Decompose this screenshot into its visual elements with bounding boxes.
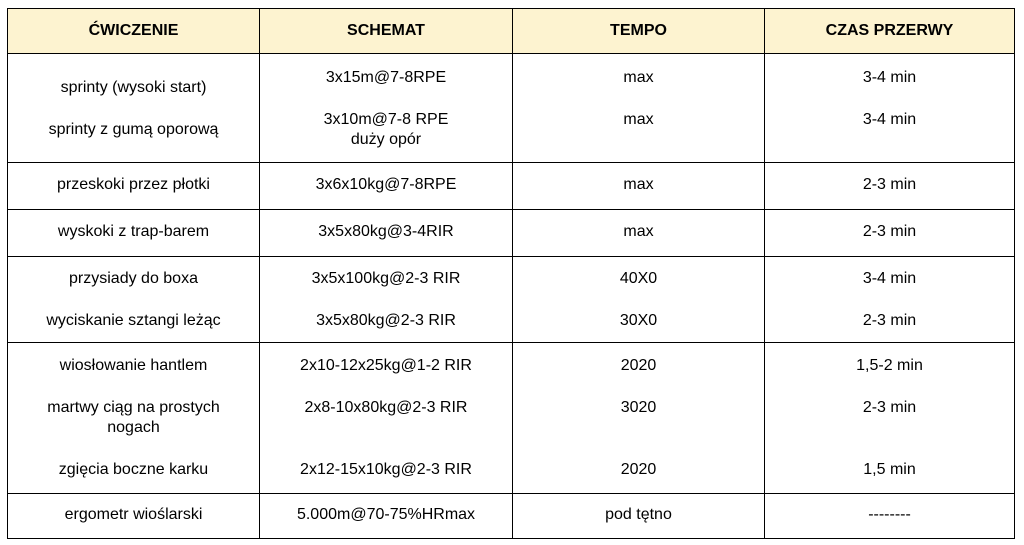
rest-cell: 1,5 min — [863, 461, 916, 478]
exercise-cell: wyskoki z trap-barem — [57, 223, 210, 240]
table-header — [8, 9, 1014, 54]
rest-cell: 2-3 min — [862, 312, 917, 329]
tempo-cell: pod tętno — [605, 506, 672, 523]
exercise-cell: przysiady do boxa — [69, 270, 198, 287]
scheme-cell: 3x5x80kg@2-3 RIR — [316, 312, 456, 329]
tempo-cell: max — [623, 176, 654, 193]
scheme-cell: 3x5x80kg@3-4RIR — [318, 223, 454, 240]
rest-cell: 2-3 min — [862, 223, 917, 240]
scheme-cell: 2x10-12x25kg@1-2 RIR — [300, 357, 472, 374]
header-scheme: SCHEMAT — [260, 9, 513, 53]
exercise-cell-line1: martwy ciąg na prostych — [47, 399, 220, 416]
training-table — [7, 8, 1015, 539]
scheme-cell: 3x10m@7-8 RPE — [323, 111, 449, 128]
header-rest: CZAS PRZERWY — [825, 22, 954, 39]
tempo-cell: 2020 — [620, 461, 657, 478]
tempo-cell: 2020 — [620, 357, 657, 374]
tempo-cell: max — [623, 69, 654, 86]
tempo-cell: max — [623, 111, 654, 128]
exercise-cell: zgięcia boczne karku — [58, 461, 209, 478]
scheme-cell: 3x5x100kg@2-3 RIR — [311, 270, 461, 287]
exercise-cell: sprinty z gumą oporową — [48, 121, 219, 138]
scheme-cell: 2x8-10x80kg@2-3 RIR — [304, 399, 468, 416]
rest-cell: -------- — [868, 506, 911, 523]
table-group — [8, 210, 1014, 257]
rest-cell: 3-4 min — [862, 111, 917, 128]
rest-cell: 1,5-2 min — [856, 357, 923, 374]
table-group — [8, 163, 1014, 210]
rest-cell: 2-3 min — [862, 176, 917, 193]
scheme-cell: 2x12-15x10kg@2-3 RIR — [300, 461, 472, 478]
tempo-cell: 30X0 — [619, 312, 658, 329]
scheme-note: duży opór — [350, 131, 422, 148]
tempo-cell: 3020 — [620, 399, 657, 416]
rest-cell: 2-3 min — [862, 399, 917, 416]
tempo-cell: 40X0 — [619, 270, 658, 287]
table-group — [8, 494, 1014, 538]
header-tempo: TEMPO — [513, 9, 765, 53]
rest-cell: 3-4 min — [862, 270, 917, 287]
exercise-cell: wiosłowanie hantlem — [59, 357, 208, 374]
exercise-cell-line2: nogach — [107, 419, 160, 436]
scheme-cell: 5.000m@70-75%HRmax — [296, 506, 476, 523]
table-group — [8, 257, 1014, 343]
tempo-cell: max — [623, 223, 654, 240]
table-group — [8, 343, 1014, 494]
rest-cell: 3-4 min — [862, 69, 917, 86]
exercise-cell: sprinty (wysoki start) — [60, 79, 207, 96]
table-group — [8, 54, 1014, 163]
exercise-cell: przeskoki przez płotki — [57, 176, 210, 193]
scheme-cell: 3x6x10kg@7-8RPE — [315, 176, 457, 193]
scheme-cell: 3x15m@7-8RPE — [325, 69, 447, 86]
header-exercise: ĆWICZENIE — [8, 9, 260, 53]
exercise-cell: ergometr wioślarski — [64, 506, 203, 523]
exercise-cell: wyciskanie sztangi leżąc — [46, 312, 221, 329]
